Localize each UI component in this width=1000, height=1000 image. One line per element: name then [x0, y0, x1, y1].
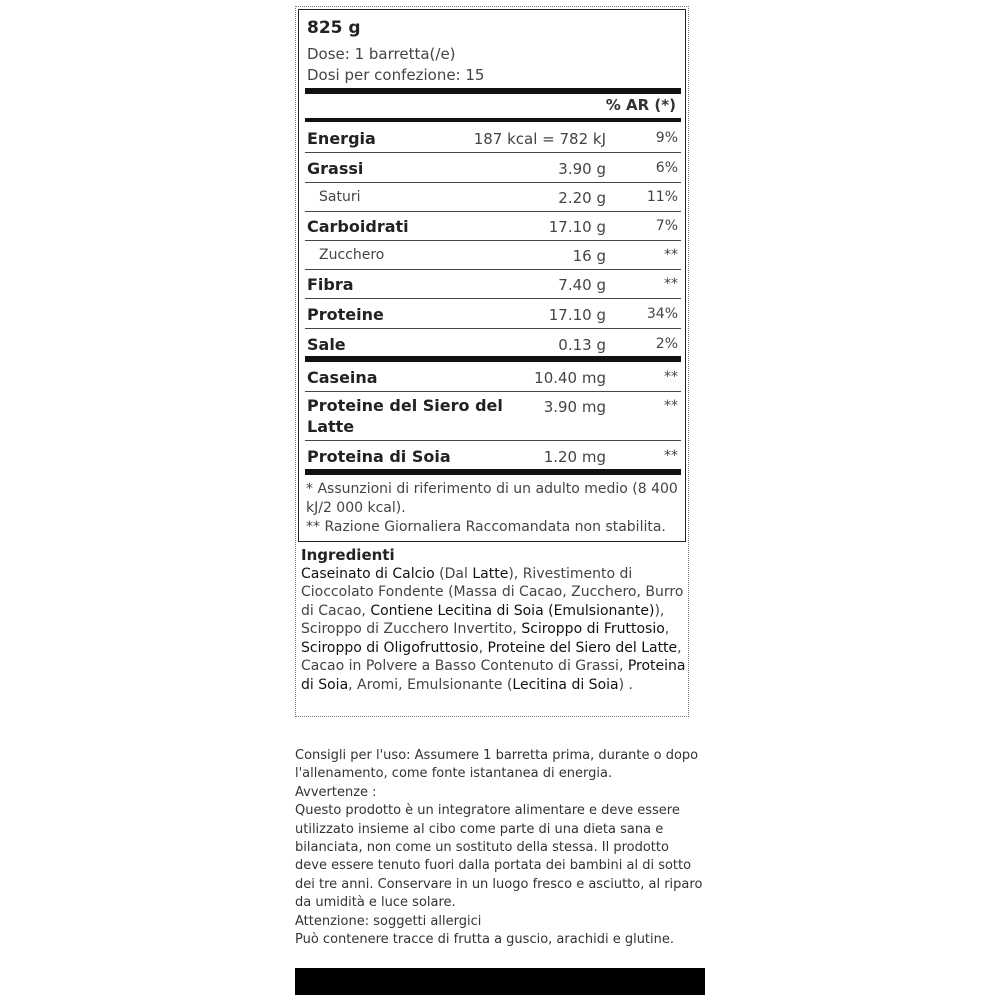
- nutrient-percent: 6%: [655, 160, 678, 176]
- ingredient-highlight: Lecitina di Soia: [512, 676, 619, 693]
- divider-thick: [305, 118, 681, 122]
- nutrient-value: 187 kcal = 782 kJ: [473, 130, 606, 148]
- nutrition-label: [298, 9, 686, 542]
- nutrient-row: [305, 123, 681, 152]
- nutrient-name: Zucchero: [319, 247, 385, 263]
- ingredient-highlight: Caseinato di Calcio: [301, 565, 435, 582]
- nutrient-value: 10.40 mg: [534, 369, 606, 387]
- ingredient-highlight: Proteina di Soia: [301, 658, 686, 693]
- ingredients-text: [301, 565, 687, 695]
- footnotes: [306, 480, 678, 537]
- ingredient-text: , Aromi, Emulsionante (: [348, 676, 513, 693]
- usage-instructions: Consigli per l'uso: Assumere 1 barretta prima, durante o dopo l'allenamento, come fonte istantanea di energia.: [295, 748, 699, 782]
- ingredient-highlight: Sciroppo di Fruttosio: [521, 621, 665, 637]
- nutrient-value: 17.10 g: [548, 218, 606, 236]
- ingredient-highlight: Contiene Lecitina di Soia (Emulsionante): [370, 602, 655, 619]
- ingredient-text: ,: [478, 639, 488, 656]
- divider-thick: [305, 469, 681, 475]
- footnote-rda: ** Razione Giornaliera Raccomandata non stabilita.: [306, 519, 666, 535]
- nutrient-value: 2.20 g: [558, 189, 606, 207]
- nutrient-percent: **: [664, 276, 678, 292]
- nutrient-value: 1.20 mg: [543, 448, 606, 466]
- nutrient-row: [305, 362, 681, 391]
- ingredient-text: ), Rivestimento di Cioccolato Fondente (Massa di Cacao, Zucchero, Burro di Cacao,: [301, 565, 684, 619]
- allergen-text: Può contenere tracce di frutta a guscio, arachidi e glutine.: [295, 932, 675, 948]
- black-bar: [295, 968, 705, 995]
- nutrient-value: 0.13 g: [558, 336, 606, 354]
- ingredient-text: ) .: [618, 676, 633, 693]
- ar-column-header: % AR (*): [605, 96, 676, 114]
- nutrient-value: 3.90 mg: [543, 398, 606, 416]
- nutrient-name: Proteine del Siero del Latte: [307, 396, 503, 436]
- nutrient-row: [305, 211, 681, 240]
- nutrient-name: Grassi: [307, 159, 364, 178]
- nutrient-percent: 11%: [646, 189, 678, 205]
- ingredient-highlight: Sciroppo di Oligofruttosio: [301, 639, 479, 656]
- usage-section: [295, 747, 705, 949]
- nutrient-row: [305, 299, 681, 328]
- warnings-title: Avvertenze :: [295, 784, 377, 800]
- warnings-text: Questo prodotto è un integratore alimentare e deve essere utilizzato insieme al cibo come parte di una dieta sana e bilanciata, non come un sostituto della stessa. Il prodotto deve essere tenuto fuori dalla portata dei bambini al di sotto dei tre anni. Conservare in un luogo fresco e asciutto, al riparo da umidità e luce solare.: [295, 803, 703, 911]
- serving-size: Dose: 1 barretta(/e): [307, 45, 456, 63]
- nutrient-row: [305, 153, 681, 182]
- nutrient-percent: 34%: [646, 306, 678, 322]
- net-weight: 825 g: [307, 18, 361, 38]
- nutrient-value: 7.40 g: [558, 276, 606, 294]
- nutrient-percent: 2%: [655, 336, 678, 352]
- nutrient-row: [305, 269, 681, 298]
- nutrient-percent: **: [664, 247, 678, 263]
- nutrient-name: Saturi: [319, 189, 361, 205]
- ingredient-text: ), Sciroppo di Zucchero Invertito,: [301, 602, 665, 637]
- nutrient-percent: **: [664, 369, 678, 385]
- nutrient-row: [305, 391, 681, 441]
- ingredients-title: Ingredienti: [301, 546, 395, 564]
- nutrient-percent: **: [664, 448, 678, 464]
- ingredient-highlight: Latte: [472, 565, 509, 582]
- nutrient-name: Caseina: [307, 368, 378, 387]
- ingredients-section: [301, 546, 687, 694]
- nutrient-name: Sale: [307, 335, 346, 354]
- nutrient-name: Proteine: [307, 305, 384, 324]
- nutrient-percent: 9%: [655, 130, 678, 146]
- nutrient-row: [305, 441, 681, 470]
- nutrient-name: Energia: [307, 129, 376, 148]
- nutrient-name: Fibra: [307, 275, 354, 294]
- ingredient-highlight: Proteine del Siero del Latte: [487, 639, 678, 656]
- footnote-reference-intake: * Assunzioni di riferimento di un adulto medio (8 400 kJ/2 000 kcal).: [306, 481, 678, 516]
- nutrient-percent: 7%: [655, 218, 678, 234]
- nutrient-value: 17.10 g: [548, 306, 606, 324]
- nutrient-percent: **: [664, 398, 678, 414]
- divider-thick: [305, 88, 681, 94]
- nutrient-name: Carboidrati: [307, 217, 409, 236]
- nutrient-row: [305, 240, 681, 269]
- nutrient-row: [305, 182, 681, 211]
- nutrient-value: 16 g: [572, 247, 606, 265]
- nutrient-value: 3.90 g: [558, 160, 606, 178]
- nutrient-name: Proteina di Soia: [307, 447, 451, 466]
- ingredient-text: (Dal: [434, 565, 473, 582]
- servings-per-package: Dosi per confezione: 15: [307, 66, 485, 84]
- allergen-title: Attenzione: soggetti allergici: [295, 913, 482, 929]
- nutrient-row: [305, 329, 681, 358]
- ingredient-text: ,: [664, 621, 670, 637]
- ingredient-text: , Cacao in Polvere a Basso Contenuto di Grassi,: [301, 639, 682, 674]
